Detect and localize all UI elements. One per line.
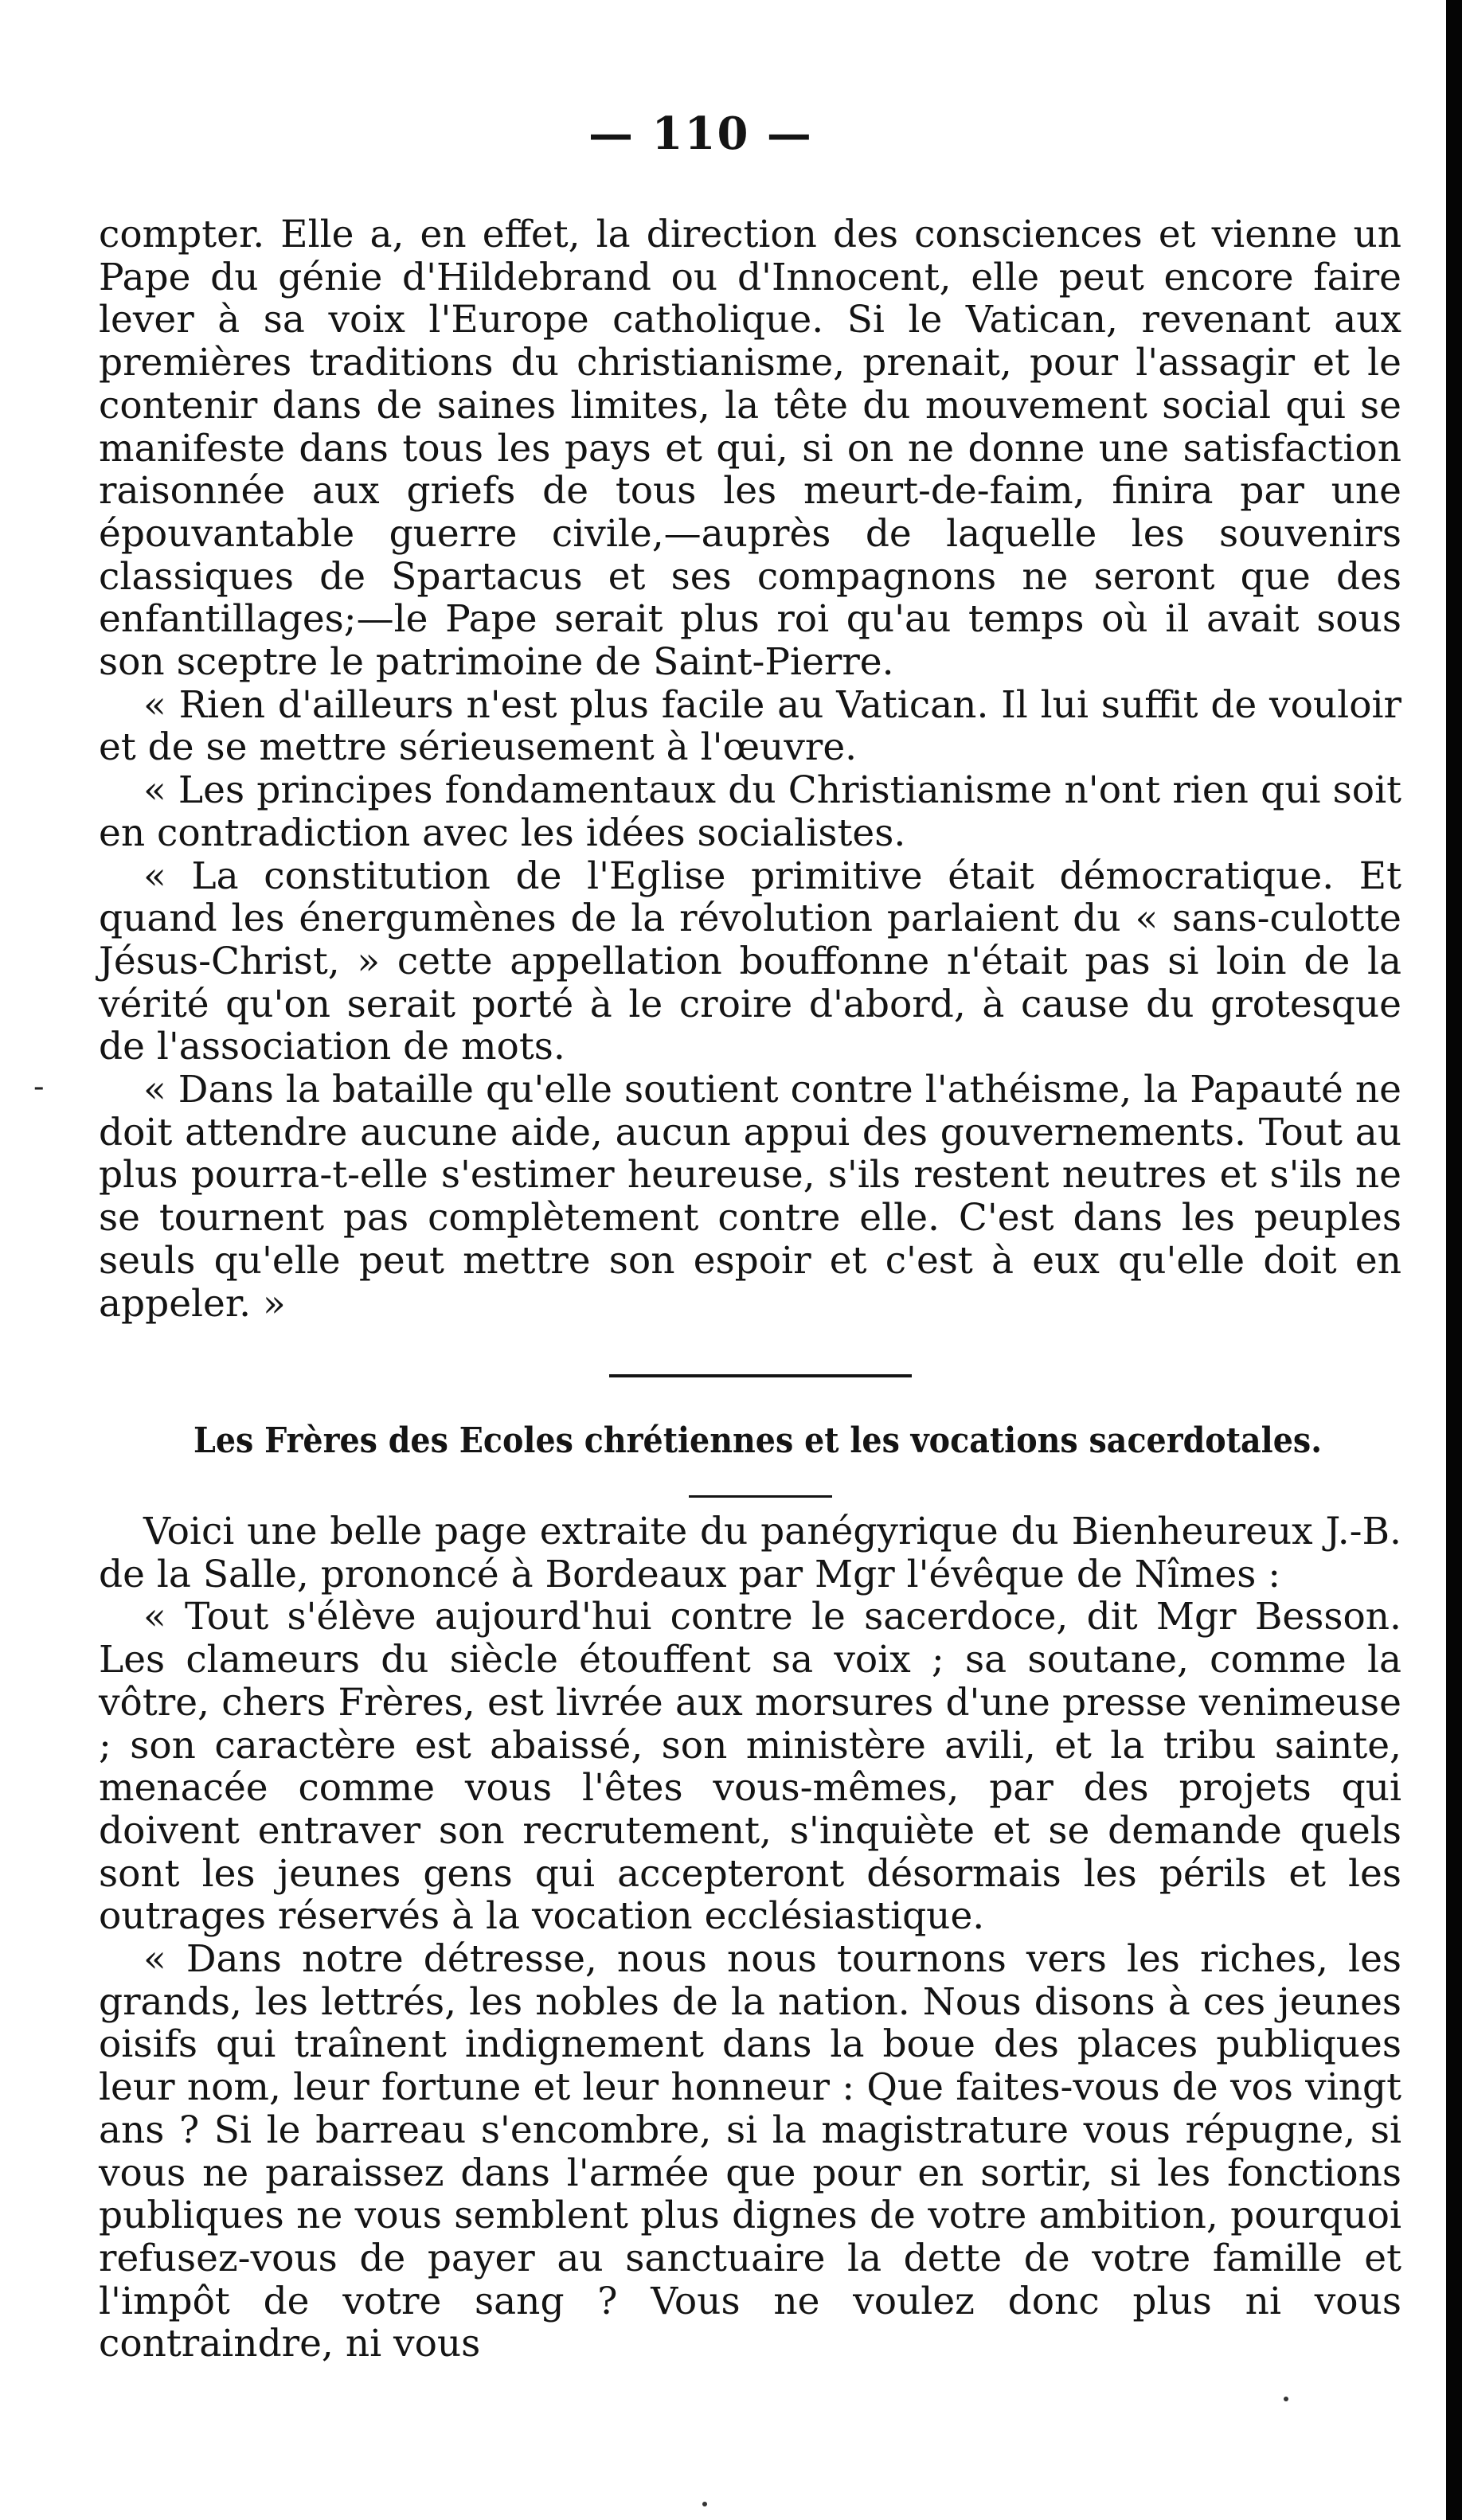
paragraph: Voici une belle page extraite du panégyrique du Bienheureux J.-B. de la Salle, prononcé à Bordeaux par Mgr l'évêque de Nîmes : bbox=[99, 1510, 1401, 1596]
paragraph: « Dans la bataille qu'elle soutient contre l'athéisme, la Papauté ne doit attendre aucune aide, aucun appui des gouvernements. Tout au plus pourra-t-elle s'estimer heureuse, s'ils restent neutres et s'ils ne se tournent pas complètement contre elle. C'est dans les peuples seuls qu'elle peut mettre son espoir et c'est à eux qu'elle doit en appeler. » bbox=[99, 1068, 1401, 1326]
print-speck bbox=[702, 2502, 707, 2506]
paragraph: « La constitution de l'Eglise primitive était démocratique. Et quand les énergumènes de la révolution parlaient du « sans-culotte Jésus-Christ, » cette appellation bouffonne n'était pas si loin de la vérité qu'on serait porté à le croire d'abord, à cause du grotesque de l'association de mots. bbox=[99, 854, 1401, 1069]
second-text-block bbox=[99, 1510, 1401, 2366]
page-edge-shadow bbox=[1446, 0, 1462, 2520]
paragraph: « Rien d'ailleurs n'est plus facile au Vatican. Il lui suffit de vouloir et de se mettre sérieusement à l'œuvre. bbox=[99, 682, 1401, 770]
paragraph: « Tout s'élève aujourd'hui contre le sacerdoce, dit Mgr Besson. Les clameurs du siècle étouffent sa voix ; sa soutane, comme la vôtre, chers Frères, est livrée aux morsures d'une presse venimeuse ; son caractère est abaissé, son ministère avili, et la tribu sainte, menacée comme vous l'êtes vous-mêmes, par des projets qui doivent entraver son recrutement, s'inquiète et se demande quels sont les jeunes gens qui accepteront désormais les périls et les outrages réservés à la vocation ecclésiastique. bbox=[99, 1595, 1401, 1939]
print-speck bbox=[1284, 2397, 1288, 2401]
section-title: Les Frères des Ecoles chrétiennes et les vocations sacerdotales. bbox=[194, 1420, 1322, 1461]
page-number: — 110 — bbox=[588, 107, 813, 160]
paragraph: « Dans notre détresse, nous nous tournons vers les riches, les grands, les lettrés, les nobles de la nation. Nous disons à ces jeunes oisifs qui traînent indignement dans la boue des places publiques leur nom, leur fortune et leur honneur : Que faites-vous de vos vingt ans ? Si le barreau s'encombre, si la magistrature vous répugne, si vous ne paraissez dans l'armée que pour en sortir, si les fonctions publiques ne vous semblent plus dignes de votre ambition, pourquoi refusez-vous de payer au sanctuaire la dette de votre famille et l'impôt de votre sang ? Vous ne voulez donc plus ni vous contraindre, ni vous bbox=[99, 1937, 1401, 2366]
paragraph: « Les principes fondamentaux du Christianisme n'ont rien qui soit en contradiction avec les idées socialistes. bbox=[99, 768, 1401, 855]
paragraph: compter. Elle a, en effet, la direction des consciences et vienne un Pape du génie d'Hildebrand ou d'Innocent, elle peut encore faire lever à sa voix l'Europe catholique. Si le Vatican, revenant aux premières traditions du christianisme, prenait, pour l'assagir et le contenir dans de saines limites, la tête du mouvement social qui se manifeste dans tous les pays et qui, si on ne donne une satisfaction raisonnée aux griefs de tous les meurt-de-faim, finira par une épouvantable guerre civile,—auprès de laquelle les souvenirs classiques de Spartacus et ses compagnons ne seront que des enfantillages;—le Pape serait plus roi qu'au temps où il avait sous son sceptre le patrimoine de Saint-Pierre. bbox=[99, 213, 1401, 685]
section-separator-rule bbox=[609, 1374, 912, 1377]
first-text-block bbox=[99, 213, 1401, 1325]
title-underline-rule bbox=[689, 1495, 832, 1498]
margin-mark: - bbox=[33, 1069, 45, 1105]
